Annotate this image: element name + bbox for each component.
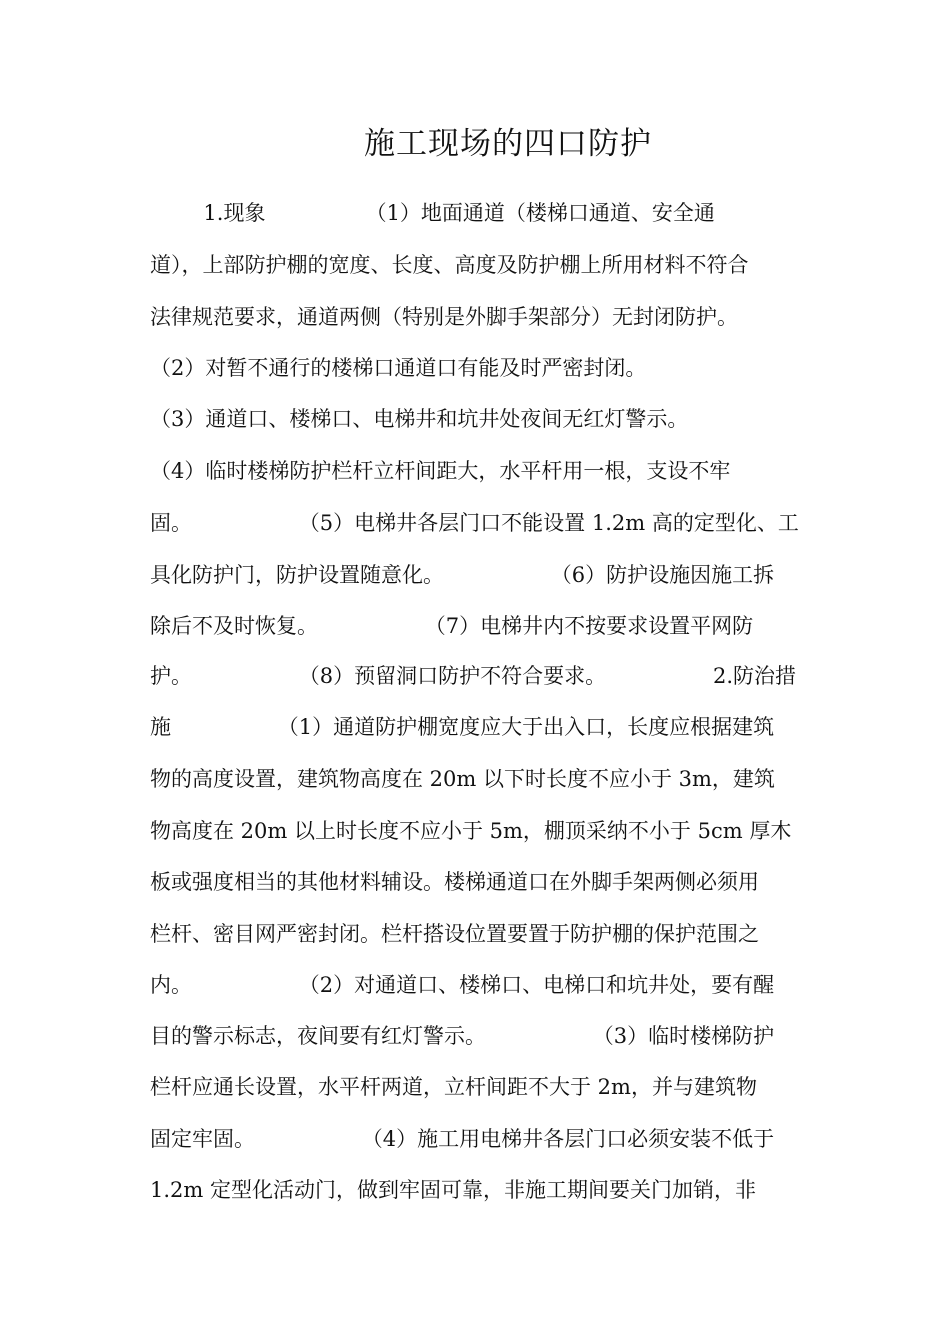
body-line-3: 法律规范要求，通道两侧（特别是外脚手架部分）无封闭防护。: [150, 305, 738, 329]
body-line-12: 物的高度设置，建筑物高度在 20m 以下时长度不应小于 3m，建筑: [150, 767, 775, 791]
body-line-13: 物高度在 20m 以上时长度不应小于 5m，棚顶采纳不小于 5cm 厚木: [150, 819, 792, 843]
document-title: 施工现场的四口防护: [364, 126, 652, 162]
body-line-14: 板或强度相当的其他材料辅设。楼梯通道口在外脚手架两侧必须用: [150, 870, 759, 894]
body-line-8: 具化防护门，防护设置随意化。 （6）防护设施因施工拆: [150, 563, 775, 587]
body-line-7: 固。 （5）电梯井各层门口不能设置 1.2m 高的定型化、工: [150, 511, 799, 535]
body-line-20: 1.2m 定型化活动门，做到牢固可靠，非施工期间要关门加销，非: [150, 1178, 756, 1202]
body-line-19: 固定牢固。 （4）施工用电梯井各层门口必须安装不低于: [150, 1127, 775, 1151]
body-line-4: （2）对暂不通行的楼梯口通道口有能及时严密封闭。: [150, 356, 647, 380]
body-line-16: 内。 （2）对通道口、楼梯口、电梯口和坑井处，要有醒: [150, 973, 775, 997]
body-line-11: 施 （1）通道防护棚宽度应大于出入口，长度应根据建筑: [150, 715, 775, 739]
body-line-15: 栏杆、密目网严密封闭。栏杆搭设位置要置于防护棚的保护范围之: [150, 922, 759, 946]
body-line-6: （4）临时楼梯防护栏杆立杆间距大，水平杆用一根，支设不牢: [150, 459, 731, 483]
body-line-9: 除后不及时恢复。 （7）电梯井内不按要求设置平网防: [150, 614, 754, 638]
body-line-18: 栏杆应通长设置，水平杆两道，立杆间距不大于 2m，并与建筑物: [150, 1075, 757, 1099]
body-line-5: （3）通道口、楼梯口、电梯井和坑井处夜间无红灯警示。: [150, 407, 689, 431]
body-line-1: 1.现象 （1）地面通道（楼梯口通道、安全通: [150, 201, 715, 225]
body-line-17: 目的警示标志，夜间要有红灯警示。 （3）临时楼梯防护: [150, 1024, 775, 1048]
body-line-10: 护。 （8）预留洞口防护不符合要求。 2.防治措: [150, 664, 797, 688]
body-line-2: 道），上部防护棚的宽度、长度、高度及防护棚上所用材料不符合: [150, 253, 749, 277]
